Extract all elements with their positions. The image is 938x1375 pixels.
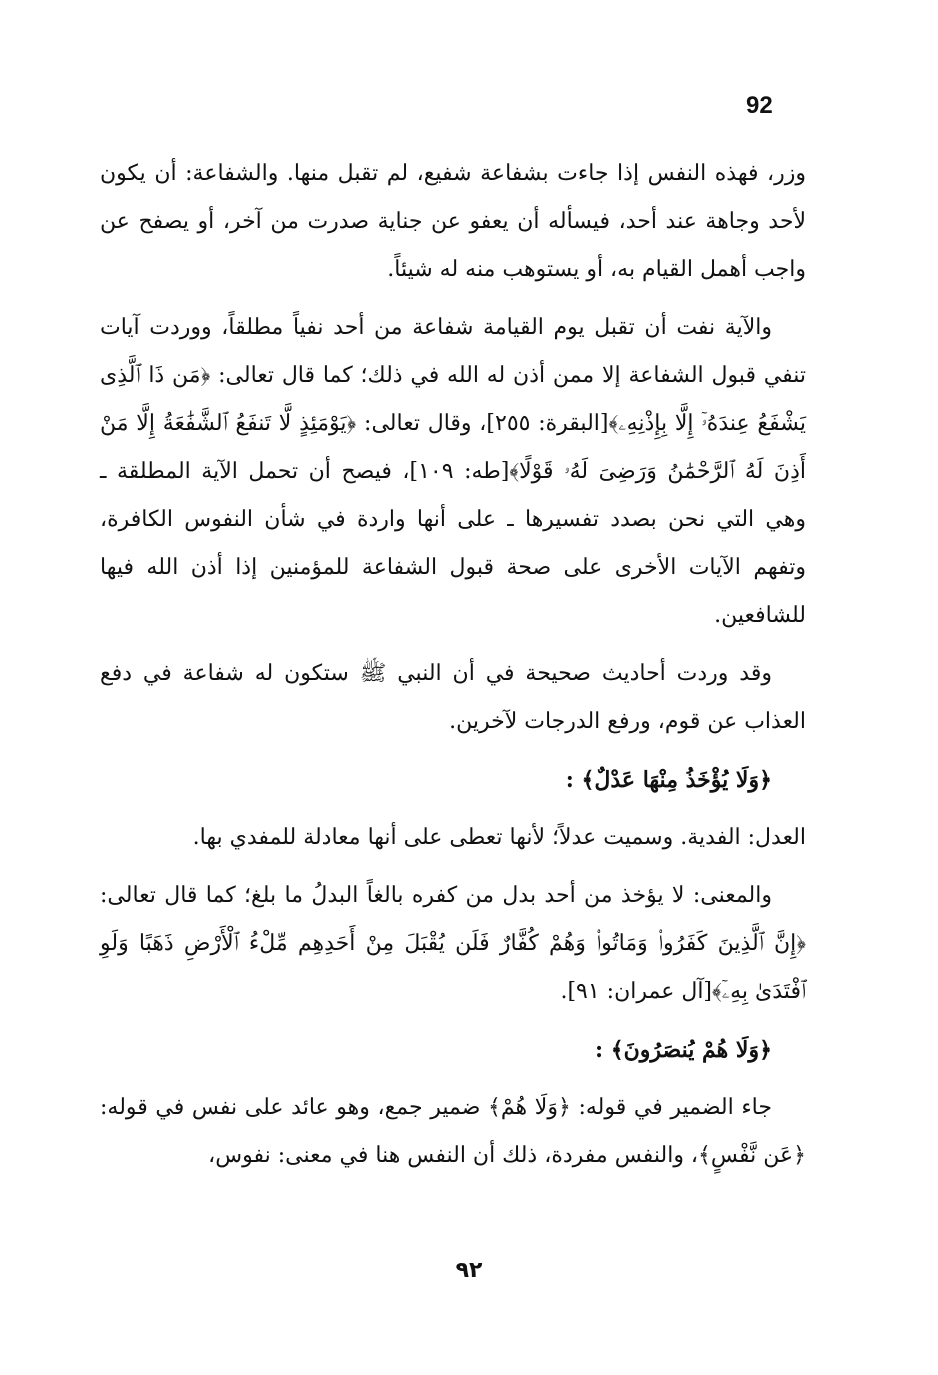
verse-heading-yunsarun: ﴿وَلَا هُمْ يُنصَرُونَ﴾ : — [594, 1037, 772, 1063]
paragraph-pronoun: جاء الضمير في قوله: ﴿وَلَا هُمْ﴾ ضمير جمع، وهو عائد على نفس في قوله: ﴿عَن نَّفْسٍ﴾، والنفس مفردة، ذلك أن النفس هنا في معنى: نفوس، — [100, 1095, 806, 1168]
page-number-bottom: ٩٢ — [455, 1258, 483, 1283]
paragraph-meaning: والمعنى: لا يؤخذ من أحد بدل من كفره بالغاً البدلُ ما بلغ؛ كما قال تعالى: ﴿إِنَّ ٱلَّذِينَ كَفَرُوا۟ وَمَاتُوا۟ وَهُمْ كُفَّارٌ فَلَن يُقْبَلَ مِنْ أَحَدِهِم مِّلْءُ ٱلْأَرْضِ ذَهَبًا وَلَوِ ٱفْتَدَىٰ بِهِۦٓ﴾[آل عمران: ٩١]. — [100, 883, 806, 1004]
paragraph-shafaa-verses: والآية نفت أن تقبل يوم القيامة شفاعة من أحد نفياً مطلقاً، ووردت آيات تنفي قبول الشفاعة إلا ممن أذن له الله في ذلك؛ كما قال تعالى: ﴿مَن ذَا ٱلَّذِى يَشْفَعُ عِندَهُۥٓ إِلَّا بِإِذْنِهِۦ﴾[البقرة: ٢٥٥]، وقال تعالى: ﴿يَوْمَئِذٍ لَّا تَنفَعُ ٱلشَّفَٰعَةُ إِلَّا مَنْ أَذِنَ لَهُ ٱلرَّحْمَٰنُ وَرَضِىَ لَهُۥ قَوْلًا﴾[طه: ١٠٩]، فيصح أن تحمل الآية المطلقة ـ وهي التي نحن بصدد تفسيرها ـ على أنها واردة في شأن النفوس الكافرة، وتفهم الآيات الأخرى على صحة قبول الشفاعة للمؤمنين إذا أذن الله فيها للشافعين. — [100, 315, 807, 628]
page-body — [100, 150, 806, 1190]
verse-heading-adl: ﴿وَلَا يُؤْخَذُ مِنْهَا عَدْلٌ﴾ : — [565, 767, 772, 793]
paragraph-shafaa-definition: وزر، فهذه النفس إذا جاءت بشفاعة شفيع، لم تقبل منها. والشفاعة: أن يكون لأحد وجاهة عند أحد، فيسأله أن يعفو عن جناية صدرت من آخر، أو يصفح عن واجب أهمل القيام به، أو يستوهب منه له شيئاً. — [100, 161, 806, 282]
paragraph-hadith: وقد وردت أحاديث صحيحة في أن النبي ﷺ ستكون له شفاعة في دفع العذاب عن قوم، ورفع الدرجات لآخرين. — [100, 661, 806, 734]
page-number-top: 92 — [746, 92, 773, 119]
paragraph-adl: العدل: الفدية. وسميت عدلاً؛ لأنها تعطى على أنها معادلة للمفدي بها. — [192, 825, 806, 850]
